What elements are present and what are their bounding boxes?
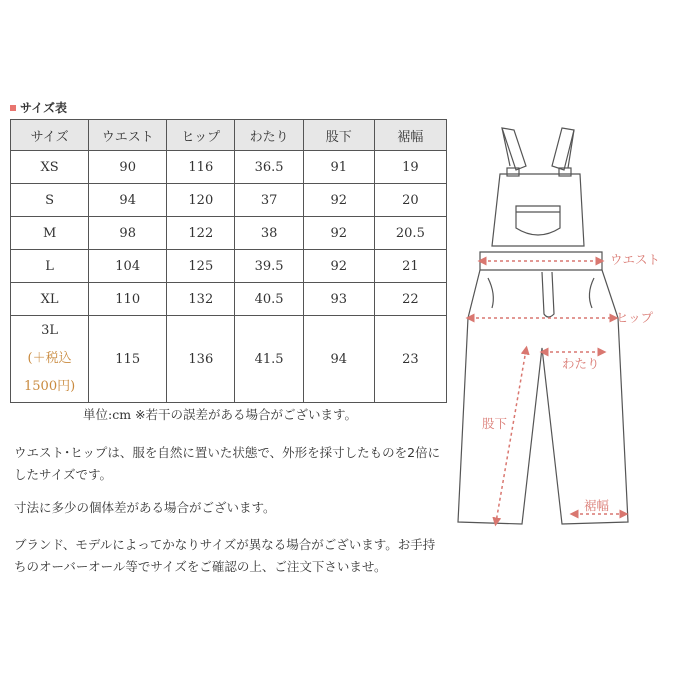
bullet-square-icon bbox=[10, 105, 16, 111]
table-cell: L bbox=[11, 250, 89, 283]
header-cell: ヒップ bbox=[167, 120, 235, 151]
header-cell: サイズ bbox=[11, 120, 89, 151]
table-cell: 115 bbox=[89, 316, 167, 403]
table-cell: 90 bbox=[89, 151, 167, 184]
table-row bbox=[11, 250, 447, 283]
variance-note: 寸法に多少の個体差がある場合がございます。 bbox=[14, 500, 276, 515]
table-cell: 21 bbox=[374, 250, 446, 283]
header-cell: ウエスト bbox=[89, 120, 167, 151]
table-row bbox=[11, 283, 447, 316]
table-cell: 94 bbox=[303, 316, 374, 403]
table-cell: 23 bbox=[374, 316, 446, 403]
table-row bbox=[11, 184, 447, 217]
table-cell: 91 bbox=[303, 151, 374, 184]
hem-label: 裾幅 bbox=[584, 498, 610, 513]
table-cell: 122 bbox=[167, 217, 235, 250]
table-cell: XS bbox=[11, 151, 89, 184]
table-cell: 38 bbox=[235, 217, 303, 250]
table-cell: M bbox=[11, 217, 89, 250]
table-cell: 92 bbox=[303, 184, 374, 217]
table-cell: 92 bbox=[303, 250, 374, 283]
header-cell: 股下 bbox=[303, 120, 374, 151]
thigh-label: わたり bbox=[562, 356, 600, 371]
table-cell: 20.5 bbox=[374, 217, 446, 250]
table-cell: 93 bbox=[303, 283, 374, 316]
table-row bbox=[11, 217, 447, 250]
unit-note: 単位:cm ※若干の誤差がある場合がございます。 bbox=[83, 407, 358, 422]
table-cell: S bbox=[11, 184, 89, 217]
table-cell: 98 bbox=[89, 217, 167, 250]
table-cell: 36.5 bbox=[235, 151, 303, 184]
brand-note: ブランド、モデルによってかなりサイズが異なる場合がございます。お手持ちのオーバーオール等でサイズをご確認の上、ご注文下さいませ。 bbox=[14, 537, 436, 574]
table-cell: 41.5 bbox=[235, 316, 303, 403]
table-cell: 20 bbox=[374, 184, 446, 217]
table-cell-size bbox=[11, 316, 89, 403]
waist-label: ウエスト bbox=[610, 252, 661, 267]
table-cell: 120 bbox=[167, 184, 235, 217]
table-row bbox=[11, 316, 447, 403]
measurement-note: ウエスト･ヒップは、服を自然に置いた状態で、外形を採寸したものを2倍にしたサイズです。 bbox=[14, 445, 441, 482]
table-row bbox=[11, 151, 447, 184]
table-cell: 92 bbox=[303, 217, 374, 250]
table-cell: XL bbox=[11, 283, 89, 316]
table-cell: 22 bbox=[374, 283, 446, 316]
inseam-label: 股下 bbox=[482, 416, 508, 431]
table-cell: 132 bbox=[167, 283, 235, 316]
size-label: 3L bbox=[41, 323, 59, 338]
table-cell: 104 bbox=[89, 250, 167, 283]
size-table bbox=[10, 119, 447, 403]
header-cell: 裾幅 bbox=[374, 120, 446, 151]
overalls-outline-icon bbox=[458, 128, 628, 524]
title-text: サイズ表 bbox=[20, 101, 68, 115]
table-cell: 37 bbox=[235, 184, 303, 217]
overalls-diagram bbox=[452, 118, 670, 538]
price-note: 1500円) bbox=[24, 379, 76, 394]
table-cell: 136 bbox=[167, 316, 235, 403]
header-cell: わたり bbox=[235, 120, 303, 151]
table-cell: 39.5 bbox=[235, 250, 303, 283]
table-cell: 94 bbox=[89, 184, 167, 217]
size-table-title bbox=[10, 99, 67, 116]
table-cell: 19 bbox=[374, 151, 446, 184]
table-cell: 40.5 bbox=[235, 283, 303, 316]
table-cell: 110 bbox=[89, 283, 167, 316]
price-note: (＋税込 bbox=[27, 351, 72, 366]
hip-label: ヒップ bbox=[616, 310, 654, 325]
table-cell: 125 bbox=[167, 250, 235, 283]
table-cell: 116 bbox=[167, 151, 235, 184]
table-header-row bbox=[11, 120, 447, 151]
